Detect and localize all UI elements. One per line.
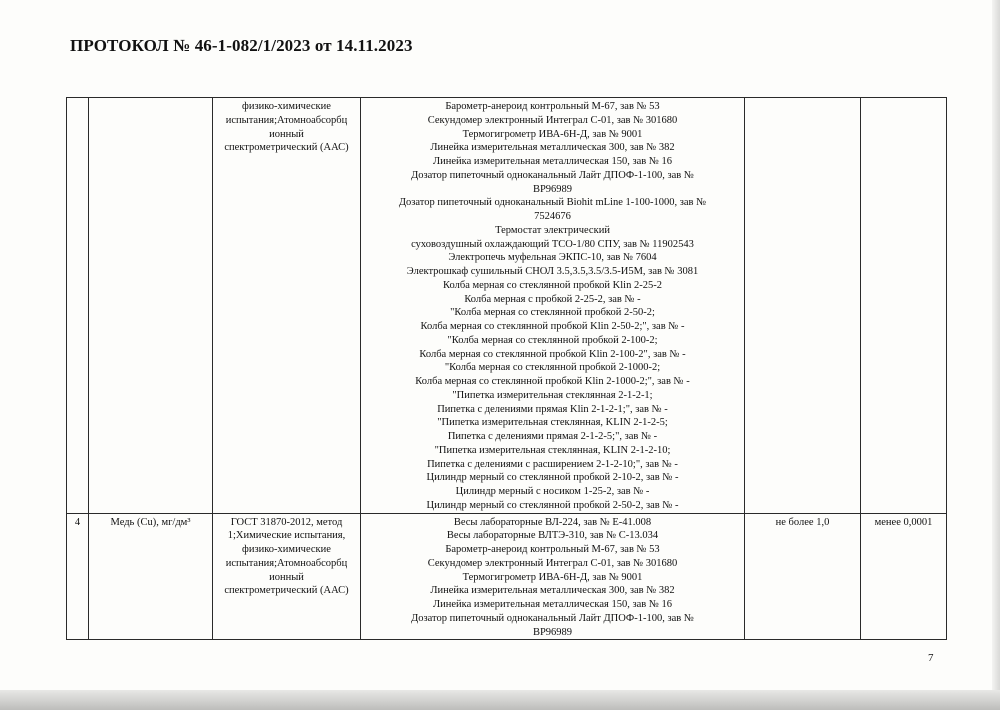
equipment-line: Линейка измерительная металлическая 300, зав № 382 bbox=[430, 585, 675, 597]
equipment-line: Колба мерная со стеклянной пробкой Klin 2-100-2", зав № - bbox=[419, 348, 686, 360]
result-cell: менее 0,0001 bbox=[861, 513, 947, 640]
method-line: испытания;Атомноабсорбц bbox=[225, 557, 348, 569]
equipment-line: Барометр-анероид контрольный М-67, зав № 53 bbox=[445, 101, 660, 112]
equipment-line: Пипетка с делениями прямая Klin 2-1-2-1;", зав № - bbox=[437, 403, 668, 415]
method-line: 1;Химические испытания, bbox=[227, 530, 346, 542]
equipment-line: 7524676 bbox=[534, 211, 571, 222]
equipment-line: "Пипетка измерительная стеклянная, KLIN 2-1-2-10; bbox=[434, 444, 671, 456]
equipment-line: ВР96989 bbox=[532, 183, 573, 195]
equipment-line: Термостат электрический bbox=[495, 224, 610, 236]
equipment-line: "Пипетка измерительная стеклянная 2-1-2-1; bbox=[452, 389, 653, 401]
page-number: 7 bbox=[928, 652, 934, 664]
equipment-line: Термогигрометр ИВА-6Н-Д, зав № 9001 bbox=[462, 571, 643, 583]
equipment-line: Цилиндр мерный со стеклянной пробкой 2-50-2, зав № - bbox=[426, 499, 679, 511]
norm-cell bbox=[745, 98, 861, 514]
indicator-cell bbox=[89, 98, 213, 514]
method-line: спектрометрический (ААС) bbox=[224, 142, 349, 154]
equipment-cell bbox=[361, 98, 745, 514]
equipment-line: Колба мерная с пробкой 2-25-2, зав № - bbox=[464, 293, 641, 305]
norm-cell: не более 1,0 bbox=[745, 513, 861, 640]
equipment-line: Пипетка с делениями прямая 2-1-2-5;", зав № - bbox=[447, 431, 658, 442]
equipment-line: Электропечь муфельная ЭКПС-10, зав № 7604 bbox=[448, 252, 657, 264]
equipment-line: ВР96989 bbox=[532, 626, 573, 638]
equipment-line: суховоздушный охлаждающий ТСО-1/80 СПУ, зав № 11902543 bbox=[411, 238, 694, 250]
equipment-line: Барометр-анероид контрольный М-67, зав № 53 bbox=[445, 544, 660, 555]
method-line: ионный bbox=[269, 128, 304, 140]
method-line: физико-химические bbox=[242, 544, 331, 555]
method-line: ГОСТ 31870-2012, метод bbox=[230, 516, 343, 528]
table-row-copper bbox=[67, 513, 947, 640]
equipment-line: Дозатор пипеточный одноканальный Biohit mLine 1-100-1000, зав № bbox=[398, 197, 707, 209]
equipment-line: Линейка измерительная металлическая 300, зав № 382 bbox=[430, 142, 675, 154]
equipment-line: Колба мерная со стеклянной пробкой Klin 2-25-2 bbox=[443, 279, 662, 291]
method-cell bbox=[213, 98, 361, 514]
row-number-cell bbox=[67, 98, 89, 514]
results-table bbox=[66, 97, 947, 640]
equipment-line: Линейка измерительная металлическая 150, зав № 16 bbox=[433, 599, 672, 610]
equipment-line: Пипетка с делениями с расширением 2-1-2-10;", зав № - bbox=[427, 458, 678, 470]
equipment-line: Линейка измерительная металлическая 150, зав № 16 bbox=[433, 156, 672, 167]
method-cell bbox=[213, 513, 361, 640]
equipment-line: Цилиндр мерный со стеклянной пробкой 2-10-2, зав № - bbox=[426, 472, 679, 484]
result-cell bbox=[861, 98, 947, 514]
equipment-line: Цилиндр мерный с носиком 1-25-2, зав № - bbox=[455, 486, 650, 497]
protocol-title: ПРОТОКОЛ № 46-1-082/1/2023 от 14.11.2023 bbox=[70, 36, 413, 55]
equipment-line: Весы лабораторные ВЛ-224, зав № Е-41.008 bbox=[453, 516, 652, 528]
equipment-line: Термогигрометр ИВА-6Н-Д, зав № 9001 bbox=[462, 128, 643, 140]
equipment-line: Колба мерная со стеклянной пробкой Klin 2-50-2;", зав № - bbox=[420, 321, 685, 332]
row-number-cell: 4 bbox=[67, 513, 89, 640]
table-row-continuation bbox=[67, 98, 947, 514]
scan-edge-bottom bbox=[0, 690, 1000, 710]
equipment-line: "Колба мерная со стеклянной пробкой 2-50-2; bbox=[450, 307, 655, 319]
equipment-line: Колба мерная со стеклянной пробкой Klin 2-1000-2;", зав № - bbox=[415, 376, 690, 387]
equipment-line: Секундомер электронный Интеграл С-01, зав № 301680 bbox=[427, 114, 678, 126]
method-line: испытания;Атомноабсорбц bbox=[225, 114, 348, 126]
scan-edge-right bbox=[992, 0, 1000, 710]
equipment-line: Секундомер электронный Интеграл С-01, зав № 301680 bbox=[427, 557, 678, 569]
equipment-line: "Колба мерная со стеклянной пробкой 2-1000-2; bbox=[444, 362, 661, 374]
equipment-line: Дозатор пипеточный одноканальный Лайт ДПОФ-1-100, зав № bbox=[411, 169, 694, 181]
equipment-cell bbox=[361, 513, 745, 640]
method-line: ионный bbox=[269, 571, 304, 583]
method-line: спектрометрический (ААС) bbox=[224, 585, 349, 597]
equipment-line: "Колба мерная со стеклянной пробкой 2-100-2; bbox=[447, 334, 658, 346]
indicator-cell: Медь (Cu), мг/дм³ bbox=[89, 513, 213, 640]
equipment-line: Электрошкаф сушильный СНОЛ 3.5,3.5,3.5/3.5-И5М, зав № 3081 bbox=[406, 266, 699, 277]
equipment-line: "Пипетка измерительная стеклянная, KLIN 2-1-2-5; bbox=[437, 417, 668, 429]
method-line: физико-химические bbox=[242, 101, 331, 112]
equipment-line: Дозатор пипеточный одноканальный Лайт ДПОФ-1-100, зав № bbox=[411, 612, 694, 624]
equipment-line: Весы лабораторные ВЛТЭ-310, зав № С-13.034 bbox=[446, 530, 659, 542]
